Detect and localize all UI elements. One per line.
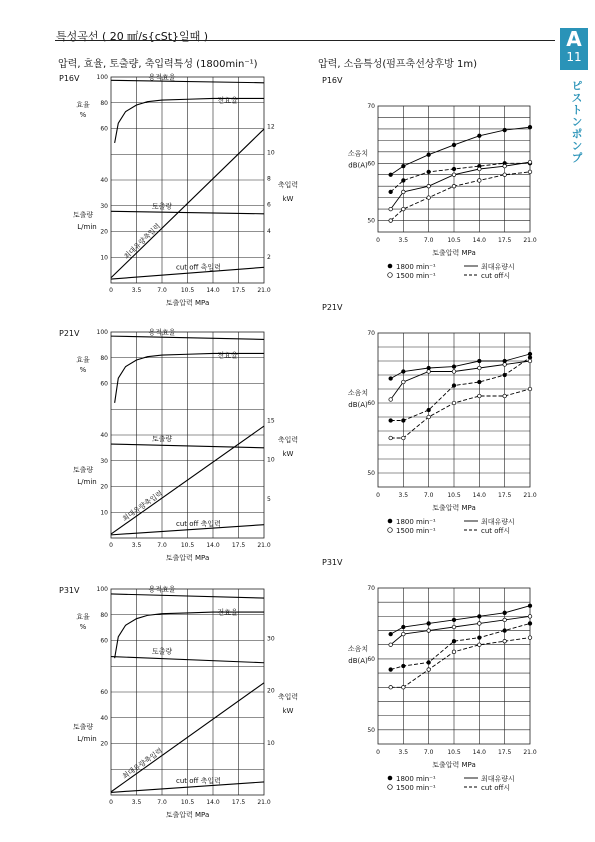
noise-series-line [391, 606, 530, 634]
noise-data-point [427, 408, 431, 412]
side-category-label: ピストンポンプ [570, 80, 583, 164]
noise-data-point [528, 170, 532, 174]
noise-data-point [503, 373, 507, 377]
chart-model-label: P21V [59, 329, 80, 338]
noise-data-point [528, 356, 532, 360]
x-tick-label: 14.0 [472, 749, 487, 756]
noise-data-point [452, 167, 456, 171]
flow-axis-label: 토출량 [72, 211, 94, 219]
y-left-tick-label: 40 [100, 432, 108, 439]
legend-cutoff-label: cut off시 [481, 527, 511, 535]
y-left-tick-label: 100 [96, 74, 108, 81]
noise-data-point [478, 394, 482, 398]
legend-1800-label: 1800 min⁻¹ [396, 518, 436, 526]
noise-data-point [503, 611, 507, 615]
y-left-tick-label: 80 [100, 99, 108, 107]
flow-rate-label: 토출량 [151, 202, 173, 211]
chart-model-label: P16V [322, 76, 343, 85]
noise-data-point [478, 366, 482, 370]
noise-series-line [391, 638, 530, 688]
noise-data-point [503, 394, 507, 398]
noise-series-line [391, 389, 530, 438]
noise-data-point [427, 622, 431, 626]
noise-data-point [478, 179, 482, 183]
x-tick-label: 0 [376, 492, 380, 499]
noise-data-point [389, 398, 393, 402]
x-tick-label: 3.5 [131, 542, 142, 549]
cutoff-power-label: cut off 축입력 [175, 263, 221, 272]
x-tick-label: 10.5 [180, 542, 195, 549]
y-tick-label: 60 [367, 160, 375, 168]
legend-filled-marker [388, 776, 393, 781]
noise-data-point [452, 618, 456, 622]
legend-filled-marker [388, 264, 393, 269]
volumetric-efficiency-label: 용적효율 [148, 73, 176, 82]
total-efficiency-label: 전효율 [217, 351, 238, 360]
y-right-tick-label: 10 [267, 739, 275, 747]
x-tick-label: 0 [109, 799, 113, 806]
noise-data-point [427, 184, 431, 188]
noise-series-line [391, 127, 530, 175]
flow-axis-label: 토출량 [72, 466, 94, 474]
y-tick-label: 60 [367, 400, 375, 407]
noise-axis-unit: dB(A) [348, 401, 368, 409]
noise-data-point [389, 419, 393, 423]
x-axis-label: 토출압력 MPa [432, 249, 476, 257]
noise-data-point [503, 629, 507, 633]
y-right-tick-label: 15 [267, 417, 275, 425]
x-tick-label: 7.0 [423, 749, 434, 756]
x-tick-label: 0 [109, 542, 113, 549]
y-tick-label: 70 [367, 330, 375, 337]
left-section-title: 압력, 효율, 토출량, 축입력특성 (1800min⁻¹) [58, 59, 258, 70]
noise-data-point [478, 134, 482, 138]
noise-data-point [478, 359, 482, 363]
noise-data-point [402, 419, 406, 423]
x-tick-label: 14.0 [206, 287, 220, 294]
x-tick-label: 0 [376, 237, 380, 244]
x-tick-label: 3.5 [131, 287, 142, 294]
noise-data-point [528, 125, 532, 129]
noise-data-point [503, 128, 507, 132]
y-left-tick-label: 60 [100, 637, 108, 645]
noise-data-point [389, 436, 393, 440]
flow-axis-label: 토출량 [72, 723, 94, 731]
noise-data-point [478, 622, 482, 626]
y-left-tick-label: 20 [100, 740, 108, 748]
x-tick-label: 3.5 [398, 237, 409, 244]
x-tick-label: 17.5 [231, 799, 246, 806]
noise-data-point [503, 164, 507, 168]
power-axis-label: 축입력 [277, 693, 299, 701]
noise-series-line [391, 361, 530, 400]
noise-data-point [503, 363, 507, 367]
noise-data-point [452, 639, 456, 643]
noise-data-point [503, 618, 507, 622]
noise-data-point [452, 401, 456, 405]
noise-series-line [391, 163, 530, 192]
noise-data-point [389, 207, 393, 211]
x-tick-label: 17.5 [497, 237, 512, 244]
noise-data-point [478, 636, 482, 640]
y-tick-label: 70 [367, 103, 375, 110]
y-left-tick-label: 60 [100, 125, 108, 133]
x-tick-label: 7.0 [157, 799, 167, 806]
chart-model-label: P31V [59, 586, 80, 595]
x-axis-label: 토출압력 MPa [165, 811, 210, 819]
x-tick-label: 3.5 [398, 492, 409, 499]
x-tick-label: 21.0 [257, 799, 271, 806]
noise-data-point [427, 370, 431, 374]
x-tick-label: 17.5 [497, 492, 512, 499]
y-tick-label: 50 [367, 470, 375, 477]
noise-series-line [391, 162, 530, 209]
series-line-tot_eff [115, 353, 264, 402]
noise-data-point [528, 615, 532, 619]
legend-max-flow-label: 최대유량시 [481, 518, 515, 526]
chart-model-label: P21V [322, 303, 343, 312]
x-tick-label: 3.5 [398, 749, 409, 756]
y-right-tick-label: 4 [267, 227, 271, 235]
noise-data-point [402, 164, 406, 168]
efficiency-axis-label: 효율 [76, 101, 90, 109]
noise-data-point [427, 196, 431, 200]
chart-model-label: P31V [322, 558, 343, 567]
y-left-tick-label: 20 [100, 228, 108, 236]
y-left-tick-label: 60 [100, 689, 108, 696]
legend-1500-label: 1500 min⁻¹ [396, 272, 436, 280]
power-axis-unit: kW [282, 195, 294, 203]
cutoff-power-label: cut off 축입력 [175, 520, 221, 529]
y-right-tick-label: 2 [267, 253, 271, 261]
volumetric-efficiency-label: 용적효율 [148, 585, 176, 594]
noise-data-point [528, 604, 532, 608]
power-axis-label: 축입력 [277, 181, 299, 189]
noise-data-point [452, 143, 456, 147]
x-tick-label: 21.0 [523, 237, 537, 244]
noise-data-point [503, 173, 507, 177]
noise-data-point [528, 160, 532, 164]
total-efficiency-label: 전효율 [217, 608, 238, 617]
noise-axis-label: 소음치 [347, 644, 369, 653]
y-right-tick-label: 12 [267, 123, 275, 131]
noise-data-point [389, 668, 393, 672]
x-tick-label: 17.5 [231, 287, 246, 294]
series-line-tot_eff [115, 612, 264, 658]
noise-axis-label: 소음치 [347, 149, 369, 158]
noise-data-point [402, 179, 406, 183]
efficiency-axis-unit: % [79, 366, 87, 374]
section-tab-number: 11 [566, 50, 582, 64]
noise-data-point [503, 359, 507, 363]
y-right-tick-label: 20 [267, 687, 275, 695]
noise-data-point [427, 668, 431, 672]
x-tick-label: 21.0 [523, 492, 537, 499]
legend-filled-marker [388, 519, 393, 524]
x-tick-label: 10.5 [180, 287, 195, 294]
flow-axis-unit: L/min [77, 478, 97, 486]
efficiency-axis-label: 효율 [76, 356, 90, 364]
noise-data-point [402, 380, 406, 384]
y-right-tick-label: 30 [267, 635, 275, 643]
noise-data-point [402, 632, 406, 636]
right-section-title: 압력, 소음특성(펌프축선상후방 1m) [318, 59, 478, 70]
x-tick-label: 21.0 [523, 749, 537, 756]
x-tick-label: 14.0 [206, 799, 220, 806]
noise-axis-unit: dB(A) [348, 656, 368, 665]
x-tick-label: 7.0 [157, 542, 167, 549]
efficiency-axis-label: 효율 [76, 613, 90, 621]
noise-data-point [402, 685, 406, 689]
noise-data-point [389, 643, 393, 647]
x-tick-label: 17.5 [231, 542, 246, 549]
noise-data-point [402, 370, 406, 374]
x-axis-label: 토출압력 MPa [165, 554, 210, 562]
flow-rate-label: 토출량 [151, 435, 173, 444]
x-tick-label: 7.0 [423, 492, 434, 499]
power-axis-unit: kW [282, 450, 294, 458]
y-tick-label: 50 [367, 726, 375, 734]
efficiency-axis-unit: % [79, 111, 87, 119]
legend-cutoff-label: cut off시 [481, 272, 511, 280]
y-left-tick-label: 30 [100, 202, 108, 210]
noise-data-point [427, 415, 431, 419]
y-left-tick-label: 10 [100, 509, 108, 517]
max-flow-power-label: 최대유량축입력 [121, 746, 165, 781]
cutoff-power-label: cut off 축입력 [175, 777, 221, 786]
noise-data-point [389, 632, 393, 636]
noise-data-point [427, 661, 431, 665]
chart-model-label: P16V [59, 74, 80, 83]
noise-data-point [452, 184, 456, 188]
noise-data-point [389, 685, 393, 689]
noise-data-point [478, 380, 482, 384]
x-axis-label: 토출압력 MPa [432, 504, 476, 512]
legend-max-flow-label: 최대유량시 [481, 263, 515, 271]
y-tick-label: 70 [367, 585, 375, 592]
x-tick-label: 14.0 [206, 542, 220, 549]
noise-data-point [528, 352, 532, 356]
y-right-tick-label: 10 [267, 149, 275, 157]
section-tab-letter: A [566, 27, 582, 51]
y-left-tick-label: 80 [100, 611, 108, 619]
legend-open-marker [388, 528, 393, 533]
noise-series-line [391, 172, 530, 221]
noise-data-point [452, 625, 456, 629]
noise-axis-label: 소음치 [347, 389, 369, 397]
x-tick-label: 21.0 [257, 287, 271, 294]
x-tick-label: 0 [376, 749, 380, 756]
noise-data-point [528, 387, 532, 391]
noise-data-point [528, 622, 532, 626]
y-tick-label: 60 [367, 655, 375, 663]
noise-data-point [478, 615, 482, 619]
legend-open-marker [388, 785, 393, 790]
noise-data-point [452, 173, 456, 177]
noise-data-point [389, 377, 393, 381]
x-tick-label: 17.5 [497, 749, 512, 756]
noise-data-point [452, 370, 456, 374]
volumetric-efficiency-label: 용적효율 [148, 328, 176, 337]
noise-data-point [402, 190, 406, 194]
legend-1500-label: 1500 min⁻¹ [396, 527, 436, 535]
y-left-tick-label: 10 [100, 254, 108, 262]
noise-data-point [389, 190, 393, 194]
noise-data-point [389, 219, 393, 223]
y-right-tick-label: 10 [267, 456, 275, 464]
y-right-tick-label: 5 [267, 495, 271, 503]
flow-axis-unit: L/min [77, 223, 97, 231]
y-left-tick-label: 60 [100, 380, 108, 388]
x-tick-label: 10.5 [447, 749, 461, 756]
noise-data-point [528, 636, 532, 640]
x-tick-label: 7.0 [157, 287, 167, 294]
y-left-tick-label: 100 [96, 329, 108, 336]
legend-1500-label: 1500 min⁻¹ [396, 784, 436, 792]
noise-data-point [452, 650, 456, 654]
x-tick-label: 21.0 [257, 542, 271, 549]
total-efficiency-label: 전효율 [217, 96, 238, 105]
max-flow-power-label: 최대유량축입력 [122, 222, 163, 261]
x-tick-label: 10.5 [447, 492, 461, 499]
noise-axis-unit: dB(A) [348, 161, 368, 170]
noise-data-point [528, 359, 532, 363]
legend-cutoff-label: cut off시 [481, 784, 511, 792]
y-right-tick-label: 8 [267, 175, 271, 183]
efficiency-axis-unit: % [79, 623, 87, 631]
y-left-tick-label: 80 [100, 354, 108, 362]
legend-1800-label: 1800 min⁻¹ [396, 775, 436, 783]
x-axis-label: 토출압력 MPa [165, 299, 210, 307]
legend-1800-label: 1800 min⁻¹ [396, 263, 436, 271]
power-axis-label: 축입력 [277, 436, 299, 444]
series-line-tot_eff [115, 98, 264, 142]
legend-open-marker [388, 273, 393, 278]
noise-data-point [503, 639, 507, 643]
noise-data-point [389, 173, 393, 177]
noise-data-point [427, 629, 431, 633]
y-left-tick-label: 30 [100, 457, 108, 465]
noise-data-point [402, 625, 406, 629]
noise-data-point [427, 366, 431, 370]
x-tick-label: 14.0 [472, 237, 487, 244]
y-left-tick-label: 20 [100, 483, 108, 491]
noise-data-point [452, 365, 456, 369]
noise-data-point [427, 170, 431, 174]
x-tick-label: 14.0 [472, 492, 487, 499]
max-flow-power-label: 최대유량축입력 [120, 489, 165, 524]
y-left-tick-label: 40 [100, 714, 108, 722]
power-axis-unit: kW [282, 707, 294, 715]
noise-data-point [478, 643, 482, 647]
x-tick-label: 10.5 [180, 799, 195, 806]
noise-data-point [452, 384, 456, 388]
x-tick-label: 7.0 [423, 237, 434, 244]
flow-axis-unit: L/min [77, 735, 97, 743]
x-axis-label: 토출압력 MPa [432, 761, 476, 769]
page-title: 특성곡선 ( 20 ㎟/s{cSt}일때 ) [56, 30, 209, 43]
flow-rate-label: 토출량 [151, 647, 173, 656]
legend-max-flow-label: 최대유량시 [481, 775, 515, 783]
y-right-tick-label: 6 [267, 201, 271, 209]
x-tick-label: 3.5 [131, 799, 142, 806]
noise-data-point [402, 436, 406, 440]
noise-data-point [427, 153, 431, 157]
y-left-tick-label: 40 [100, 177, 108, 184]
y-tick-label: 50 [367, 217, 375, 225]
noise-data-point [402, 664, 406, 668]
x-tick-label: 10.5 [447, 237, 461, 244]
noise-data-point [478, 167, 482, 171]
y-left-tick-label: 100 [96, 586, 108, 593]
noise-data-point [402, 207, 406, 211]
x-tick-label: 0 [109, 287, 113, 294]
